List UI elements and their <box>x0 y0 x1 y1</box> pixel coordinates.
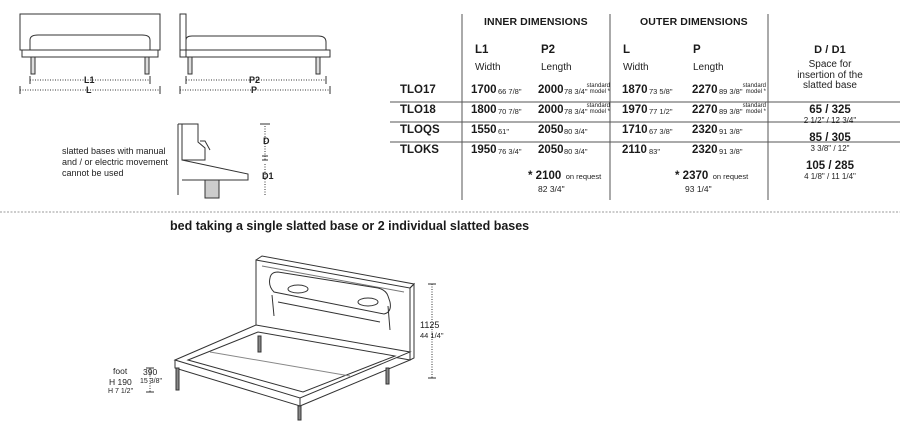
col-l-code: L <box>623 44 631 56</box>
row-l1: 1800 <box>471 104 497 116</box>
dd1-value-2: 85 / 305 3 3/8" / 12" <box>809 132 851 153</box>
row-p2: 2000 <box>538 84 564 96</box>
label-l: L <box>86 85 92 95</box>
row-l-inch: 67 3/8" <box>649 127 673 136</box>
row-p-inch: 91 3/8" <box>719 147 743 156</box>
row-l1-inch: 70 7/8" <box>498 107 522 116</box>
row-p2-standard-note: standard model * <box>586 103 610 115</box>
header-inner-dimensions: INNER DIMENSIONS <box>484 16 588 28</box>
bed-illustration <box>146 256 436 420</box>
row-l-inch: 83" <box>649 147 661 156</box>
col-l-label: Width <box>623 62 649 73</box>
row-p-inch: 89 3/8" <box>719 107 743 116</box>
row-p2: 2050 <box>538 144 564 156</box>
row-l1-inch: 76 3/4" <box>498 147 522 156</box>
outer-on-request: * 2370 on request 93 1/4" <box>675 170 749 194</box>
section-drawing <box>178 124 270 198</box>
row-l-inch: 77 1/2" <box>649 107 673 116</box>
col-p-label: Length <box>693 62 724 73</box>
row-p2-inch: 80 3/4" <box>564 127 588 136</box>
row-p2-standard-note: standard model * <box>586 83 610 95</box>
label-d: D <box>263 136 270 146</box>
foot-height: H 190 <box>109 377 132 387</box>
foot-label: foot <box>113 366 128 376</box>
row-p: 2320 <box>692 124 718 136</box>
row-p: 2320 <box>692 144 718 156</box>
row-p2: 2050 <box>538 124 564 136</box>
col-p2-code: P2 <box>541 44 556 56</box>
label-l1: L1 <box>84 75 95 85</box>
row-l1-inch: 66 7/8" <box>498 87 522 96</box>
col-dd1-desc: Space for insertion of the slatted base <box>797 59 863 91</box>
dd1-value-1: 65 / 325 2 1/2" / 12 3/4" <box>803 104 857 125</box>
col-p2-label: Length <box>541 62 572 73</box>
foot-height-in: H 7 1/2" <box>108 388 134 395</box>
bed-height-in: 44 1/4" <box>420 331 444 340</box>
row-p-standard-note: standard model * <box>742 103 766 115</box>
col-l1-code: L1 <box>475 44 489 56</box>
section-title: bed taking a single slatted base or 2 individual slatted bases <box>170 219 530 233</box>
header-outer-dimensions: OUTER DIMENSIONS <box>640 16 748 28</box>
row-p: 2270 <box>692 84 718 96</box>
col-l1-label: Width <box>475 62 501 73</box>
row-p-inch: 91 3/8" <box>719 127 743 136</box>
label-d1: D1 <box>262 171 274 181</box>
row-l1: 1950 <box>471 144 497 156</box>
inner-on-request: * 2100 on request 82 3/4" <box>528 170 602 194</box>
row-l: 1870 <box>622 84 648 96</box>
row-code: TLO17 <box>400 84 436 96</box>
label-p2: P2 <box>249 75 261 85</box>
slatted-note: slatted bases with manual and / or electric movement cannot be used <box>62 146 169 178</box>
row-code: TLO18 <box>400 104 436 116</box>
foot-dim-in: 15 3/8" <box>140 378 162 385</box>
row-p2: 2000 <box>538 104 564 116</box>
row-l1: 1550 <box>471 124 497 136</box>
header-dd1: D / D1 <box>814 44 846 56</box>
row-l-inch: 73 5/8" <box>649 87 673 96</box>
col-p-code: P <box>693 44 701 56</box>
row-l1-inch: 61" <box>498 127 510 136</box>
foot-dim: 390 <box>143 367 158 377</box>
bed-height-mm: 1125 <box>420 320 440 330</box>
row-p-inch: 89 3/8" <box>719 87 743 96</box>
label-p: P <box>251 85 258 95</box>
row-p-standard-note: standard model * <box>742 83 766 95</box>
row-code: TLOKS <box>400 144 439 156</box>
row-p2-inch: 78 3/4" <box>564 87 588 96</box>
row-p: 2270 <box>692 104 718 116</box>
dd1-value-3: 105 / 285 4 1/8" / 11 1/4" <box>804 160 856 181</box>
row-l1: 1700 <box>471 84 497 96</box>
row-l: 1710 <box>622 124 648 136</box>
row-p2-inch: 78 3/4" <box>564 107 588 116</box>
row-l: 2110 <box>622 144 647 156</box>
row-p2-inch: 80 3/4" <box>564 147 588 156</box>
row-code: TLOQS <box>400 124 440 136</box>
row-l: 1970 <box>622 104 648 116</box>
